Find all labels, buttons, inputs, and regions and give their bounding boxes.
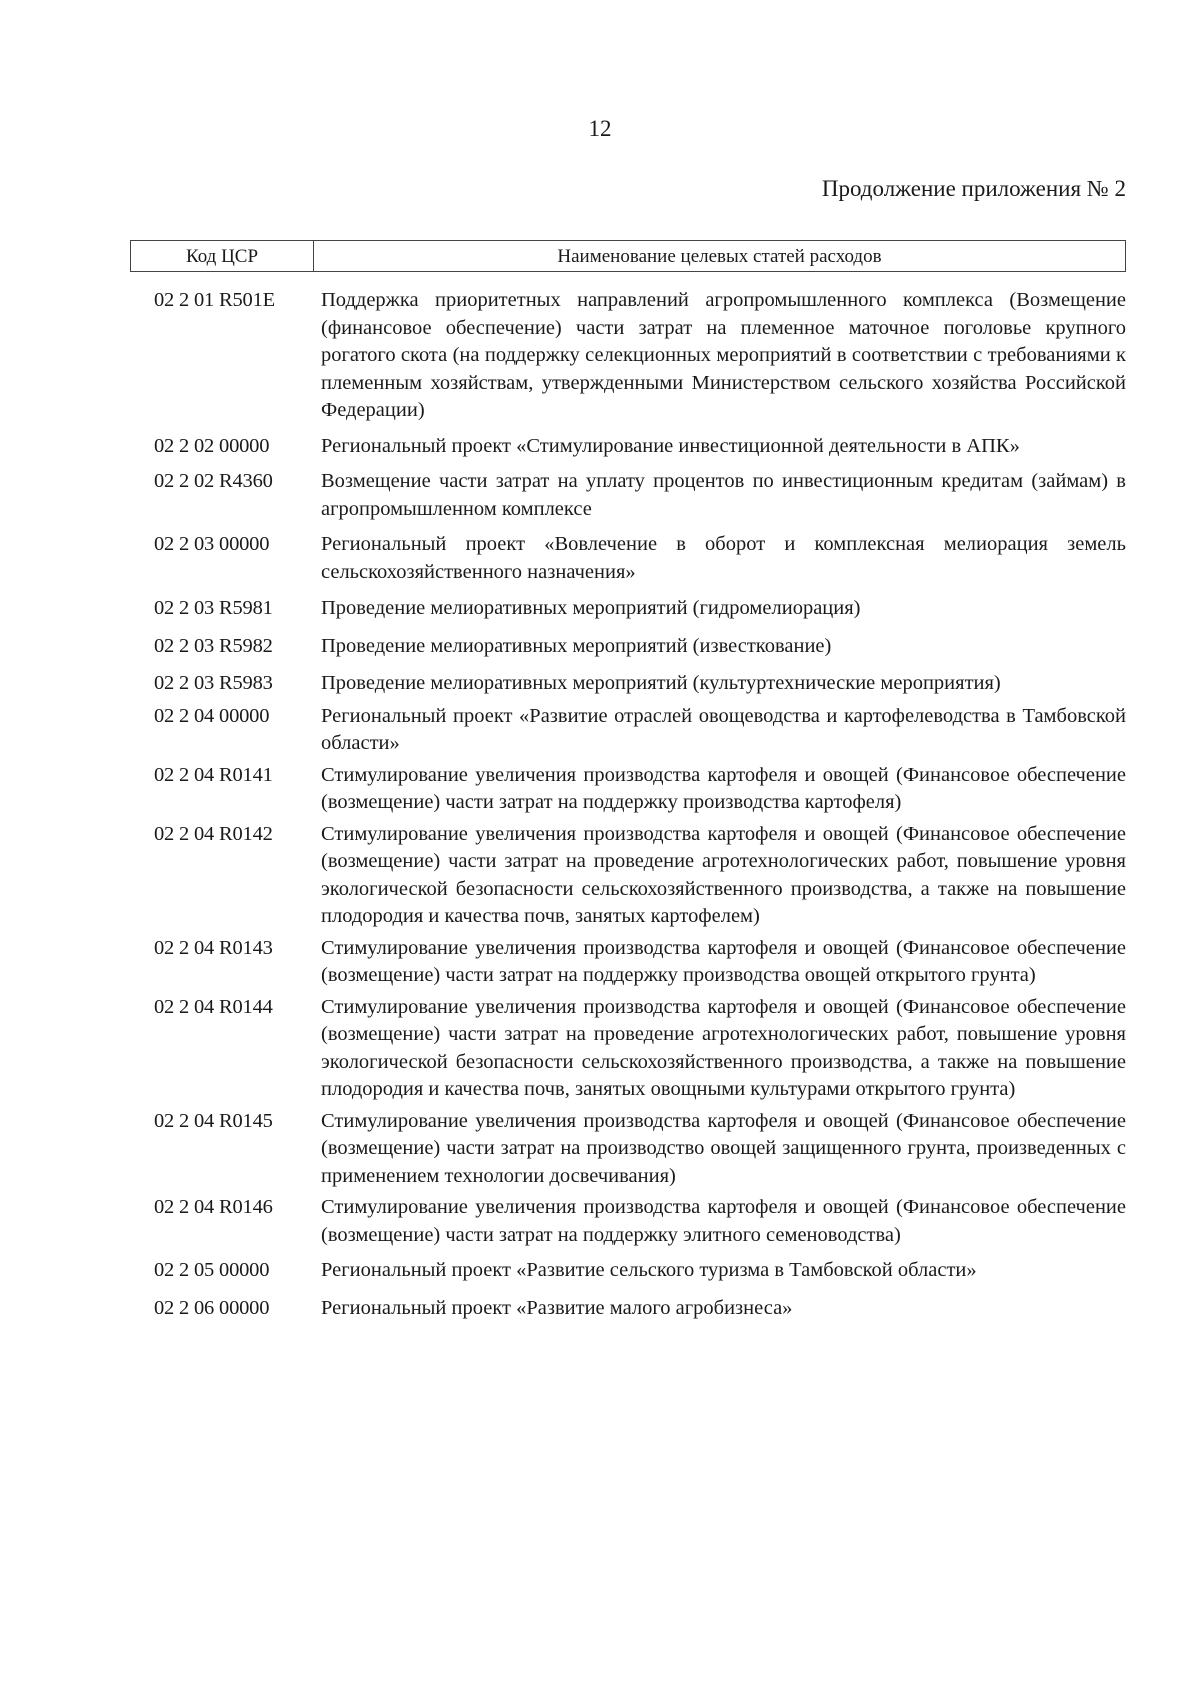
- row-code: 02 2 02 R4360: [154, 470, 273, 492]
- row-code: 02 2 02 00000: [154, 434, 270, 457]
- row-code: 02 2 04 R0142: [154, 822, 273, 845]
- table-row: [130, 994, 1126, 1104]
- table-row: [130, 935, 1126, 990]
- table-row: [130, 1194, 1126, 1249]
- header-code-column: Код ЦСР: [131, 241, 314, 271]
- row-name: Стимулирование увеличения производства картофеля и овощей (Финансовое обеспечение (возмещение) части затрат на поддержку производства овощей открытого грунта): [321, 936, 1126, 986]
- row-code: 02 2 04 R0145: [154, 1109, 273, 1132]
- row-name: Региональный проект «Развитие малого агробизнеса»: [321, 1296, 793, 1319]
- row-code: 02 2 03 R5982: [154, 634, 273, 657]
- row-code: 02 2 01 R501E: [154, 289, 275, 311]
- table-row: [130, 1295, 1126, 1323]
- row-name: Проведение мелиоративных мероприятий (гидромелиорация): [321, 597, 861, 619]
- row-name: Региональный проект «Стимулирование инвестиционной деятельности в АПК»: [321, 434, 1020, 457]
- header-name-column: Наименование целевых статей расходов: [557, 246, 882, 267]
- table-row: [130, 1108, 1126, 1191]
- table-row: [130, 287, 1126, 425]
- row-name: Возмещение части затрат на уплату процентов по инвестиционным кредитам (займам) в агропромышленном комплексе: [321, 470, 1126, 520]
- row-name: Поддержка приоритетных направлений агропромышленного комплекса (Возмещение (финансовое обеспечение) части затрат на племенное маточное поголовье крупного рогатого скота (на поддержку селекционных мероприятий в соответствии с требованиями к племенным хозяйствам, утвержденными Министерством сельского хозяйства Российской Федерации): [321, 289, 1126, 421]
- expense-items-table: [130, 240, 1126, 1322]
- row-name: Стимулирование увеличения производства картофеля и овощей (Финансовое обеспечение (возмещение) части затрат на проведение агротехнологических работ, повышение уровня экологической безопасности сельскохозяйственного производства, а также на повышение плодородия и качества почв, занятых овощными культурами открытого грунта): [321, 995, 1126, 1100]
- table-row: [130, 670, 1126, 698]
- row-code: 02 2 05 00000: [154, 1259, 270, 1281]
- row-code: 02 2 03 00000: [154, 533, 270, 555]
- continuation-label: Продолжение приложения № 2: [821, 176, 1126, 201]
- row-code: 02 2 03 R5981: [154, 597, 273, 619]
- table-row: [130, 703, 1126, 758]
- row-name: Региональный проект «Вовлечение в оборот и комплексная мелиорация земель сельскохозяйственного назначения»: [321, 533, 1126, 583]
- table-row: [130, 468, 1126, 523]
- row-code: 02 2 06 00000: [154, 1296, 270, 1319]
- row-code: 02 2 04 R0143: [154, 936, 273, 959]
- row-code: 02 2 04 R0141: [154, 763, 273, 786]
- page-number: 12: [588, 116, 612, 141]
- table-header: [130, 240, 1126, 272]
- row-code: 02 2 03 R5983: [154, 672, 273, 694]
- row-name: Стимулирование увеличения производства картофеля и овощей (Финансовое обеспечение (возмещение) части затрат на поддержку элитного семеноводства): [321, 1196, 1126, 1246]
- row-code: 02 2 04 R0144: [154, 995, 273, 1018]
- table-row: [130, 633, 1126, 661]
- table-row: [130, 821, 1126, 931]
- row-name: Региональный проект «Развитие отраслей овощеводства и картофелеводства в Тамбовской области»: [321, 704, 1126, 754]
- table-row: [130, 762, 1126, 817]
- row-name: Стимулирование увеличения производства картофеля и овощей (Финансовое обеспечение (возмещение) части затрат на поддержку производства картофеля): [321, 763, 1126, 813]
- row-name: Проведение мелиоративных мероприятий (культуртехнические мероприятия): [321, 672, 1001, 694]
- row-name: Проведение мелиоративных мероприятий (известкование): [321, 634, 832, 657]
- table-row: [130, 433, 1126, 461]
- row-name: Региональный проект «Развитие сельского туризма в Тамбовской области»: [321, 1259, 977, 1281]
- table-row: [130, 1257, 1126, 1285]
- table-row: [130, 531, 1126, 586]
- row-name: Стимулирование увеличения производства картофеля и овощей (Финансовое обеспечение (возмещение) части затрат на производство овощей защищенного грунта, произведенных с применением технологии досвечивания): [321, 1109, 1126, 1187]
- table-row: [130, 595, 1126, 623]
- row-name: Стимулирование увеличения производства картофеля и овощей (Финансовое обеспечение (возмещение) части затрат на проведение агротехнологических работ, повышение уровня экологической безопасности сельскохозяйственного производства, а также на повышение плодородия и качества почв, занятых картофелем): [321, 822, 1126, 927]
- row-code: 02 2 04 00000: [154, 704, 270, 727]
- row-code: 02 2 04 R0146: [154, 1196, 273, 1218]
